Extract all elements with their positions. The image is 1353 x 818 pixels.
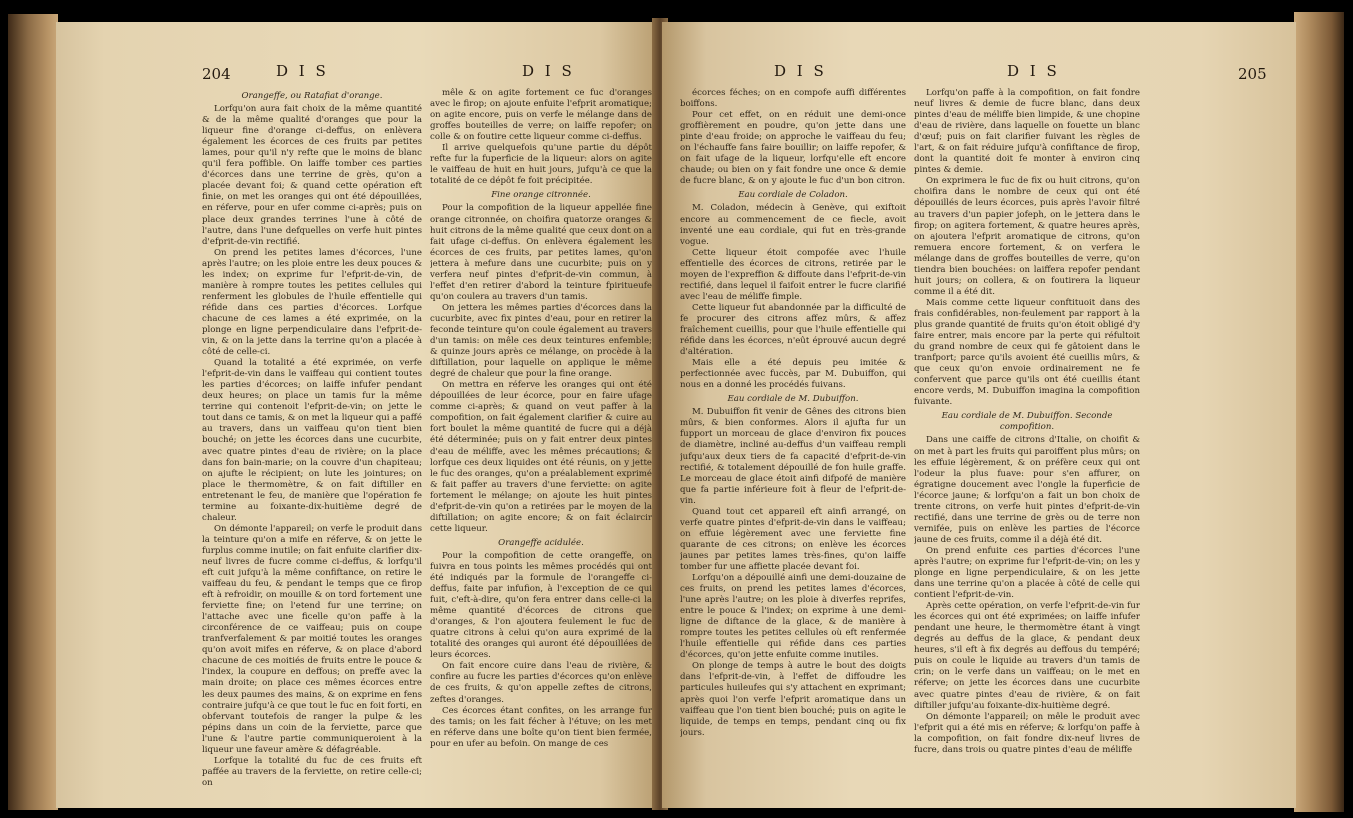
paragraph: On démonte l'appareil; on mêle le produit avec l'efprit qui a été mis en réferve; & lorfqu'on paffe à la compofition, on fait fondre dix-neuf livres de fucre, dans trois ou quatre pintes d'eau de méliffe (914, 711, 1140, 755)
section-heading: Orangeffe acidulée. (498, 537, 584, 548)
paragraph: On prend enfuite ces parties d'écorces l'une après l'autre; on exprime fur l'efprit-de-vin; on les y plonge en ligne perpendiculaire, & on les jette dans une terrine qu'on a placée à côté de celle qui contient l'efprit-de-vin. (914, 545, 1140, 601)
right-page-number: 205 (1238, 65, 1267, 83)
paragraph: On plonge de temps à autre le bout des doigts dans l'efprit-de-vin, à l'effet de diffoudre les particules huileufes qui s'y attachent en exprimant; après quoi l'on verfe l'efprit aromatique dans un vaiffeau que l'on tient bien bouché; puis on agite le liquide, de temps en temps, pendant cinq ou fix jours. (680, 661, 906, 738)
left-running-head-1: D I S (276, 62, 329, 80)
paragraph: Dans une caiffe de citrons d'Italie, on choifit & on met à part les fruits qui paroiffent plus mûrs; on les effuie légèrement, & on préfère ceux qui ont l'odeur la plus fuave: pour s'en affurer, on égratigne doucement avec l'ongle la fuperficie de l'écorce jaune; & lorfqu'on a fait un bon choix de trente citrons, on verfe huit pintes d'efprit-de-vin rectifié, dans une terrine de grès ou de terre non vernifée, puis on enlève les parties de l'écorce jaune de ces fruits, comme il a déjà été dit. (914, 435, 1140, 545)
paragraph: Lorfqu'on a dépouillé ainfi une demi-douzaine de ces fruits, on prend les petites lames d'écorces, l'une après l'autre; on les ploie à diverfes reprifes, entre le pouce & l'index; on exprime à une demi-ligne de diftance de la glace, & de manière à rompre toutes les petites cellules où eft renfermée l'huile effentielle qui réfide dans ces parties d'écorces, qu'on jette enfuite comme inutiles. (680, 573, 906, 661)
left-column-1 (202, 88, 422, 808)
paragraph: Après cette opération, on verfe l'efprit-de-vin fur les écorces qui ont été exprimées; on laiffe infufer pendant une heure, le thermomètre étant à vingt degrés au deffus de la glace, & pendant deux heures, s'il eft à fix degrés au deffous du tempéré; puis on coule le liquide au travers d'un tamis de crin; on le verfe dans un vaiffeau; on le met en réferve; on jette les écorces dans une cucurbite avec quatre pintes d'eau de rivière, & on fait diftiller jufqu'au foixante-dix-huitième degré. (914, 601, 1140, 711)
paragraph: On démonte l'appareil; on verfe le produit dans la teinture qu'on a mife en réferve, & on jette le furplus comme inutile; on fait enfuite clarifier dix-neuf livres de fucre comme ci-deffus, & lorfqu'il eft cuit jufqu'à la même confiftance, on retire le vaiffeau du feu, & pendant le temps que ce firop eft à refroidir, on mouille & on tord fortement une ferviette fine; on l'etend fur une terrine; on l'attache avec une ficelle qu'on paffe à la circonférence de ce vaiffeau; puis on coupe tranfverfalement & par moitié toutes les oranges qu'on avoit mifes en réferve, & on place d'abord chacune de ces moitiés de fruits entre le pouce & l'index, la coupure en deffous; on preffe avec la main droite; on place ces mêmes écorces entre les deux paumes des mains, & on exprime en fens contraire jufqu'à ce que tout le fuc en foit forti, en obfervant toutefois de ranger la pulpe & les pépins dans un coin de la ferviette, parce que l'une & l'autre partie communiqueroient à la liqueur une faveur amère & défagréable. (202, 523, 422, 755)
paragraph: Ces écorces étant confites, on les arrange fur des tamis; on les fait fécher à l'étuve; on les met en réferve dans une boîte qu'on tient bien fermée, pour en ufer au befoin. On mange de ces (430, 705, 652, 749)
paragraph: Lorfque la totalité du fuc de ces fruits eft paffée au travers de la ferviette, on retire celle-ci; on (202, 755, 422, 788)
paragraph: On mettra en réferve les oranges qui ont été dépouillées de leur écorce, pour en faire ufage comme ci-après; & quand on veut paffer à la compofition, on fait également clarifier & cuire au fort boulet la même quantité de fucre qui a déjà été déterminée; puis on y fait entrer deux pintes d'eau de méliffe, avec les mêmes précautions; & lorfque ces deux liquides ont été réunis, on y jette le fuc des oranges, qu'on a préalablement exprimé & fait paffer au travers d'une ferviette: on agite fortement le mélange; on ajoute les huit pintes d'efprit-de-vin qu'on a retirées par le moyen de la diftillation; on agite encore; & on fait éclaircir cette liqueur. (430, 380, 652, 534)
paragraph: mêle & on agite fortement ce fuc d'oranges avec le firop; on ajoute enfuite l'efprit aromatique; on agite encore, puis on verfe le mélange dans de groffes bouteilles de verre; on laiffe repofer; on colle & on foutire cette liqueur comme ci-deffus. (430, 88, 652, 143)
right-column-1 (680, 88, 906, 808)
paragraph: Pour la compofition de la liqueur appellée fine orange citronnée, on choifira quatorze oranges & huit citrons de la même qualité que ceux dont on a fait ufage ci-deffus. On enlèvera également les écorces de ces fruits, par petites lames, qu'on jettera à mefure dans une cucurbite; puis on y verfera neuf pintes d'efprit-de-vin commun, à l'effet d'en retirer d'abord la teinture fpiritueufe qu'on coulera au travers d'un tamis. (430, 203, 652, 302)
paragraph: M. Coladon, médecin à Genève, qui exiftoit encore au commencement de ce fiecle, avoit inventé une eau cordiale, qui fut en très-grande vogue. (680, 203, 906, 247)
left-page-edges (8, 14, 58, 810)
left-page-number: 204 (202, 65, 231, 83)
section-heading: Eau cordiale de M. Dubuiffon. Seconde compofition. (941, 411, 1113, 433)
paragraph: On jettera les mêmes parties d'écorces dans la cucurbite, avec fix pintes d'eau, pour en retirer la feconde teinture qu'on coule également au travers d'un tamis: on mêle ces deux teintures enfemble; & quinze jours après ce mélange, on procède à la diftillation, pour laquelle on applique le même degré de chaleur que pour la fine orange. (430, 302, 652, 380)
left-column-2 (430, 88, 652, 808)
right-running-head-1: D I S (774, 62, 827, 80)
paragraph: Pour la compofition de cette orangeffe, on fuivra en tous points les mêmes procédés qui ont été indiqués par la formule de l'orangeffe ci-deffus, faite par infufion, à l'exception de ce qui fuit, c'eft-à-dire, qu'on fera entrer dans celle-ci la même quantité d'écorces de citrons que d'oranges, & l'on ajoutera feulement le fuc de quatre citrons à celui qu'on aura exprimé de la totalité des oranges qui auront été dépouillées de leurs écorces. (430, 550, 652, 661)
paragraph: Cette liqueur étoit compofée avec l'huile effentielle des écorces de citrons, retirée par le moyen de l'expreffion & diffoute dans l'efprit-de-vin rectifié, dans lequel il faifoit entrer le fucre clarifié avec l'eau de méliffe fimple. (680, 247, 906, 302)
paragraph: Quand la totalité a été exprimée, on verfe l'efprit-de-vin dans le vaiffeau qui contient toutes les parties d'écorces; on laiffe infufer pendant deux heures; on place un tamis fur la même terrine qui contenoit l'efprit-de-vin; on jette le tout dans ce tamis, & on met la liqueur qui a paffé au travers, dans un vaiffeau qu'on tient bien bouché; on jette les écorces dans une cucurbite, avec quatre pintes d'eau de rivière; on la place dans fon bain-marie; on la couvre d'un chapiteau; on ajufte le récipient; on lute les jointures; on place le thermomètre, & on fait diftiller en entretenant le feu, de manière que l'opération fe termine au foixante-dix-huitième degré de chaleur. (202, 358, 422, 523)
right-running-head-2: D I S (1007, 62, 1060, 80)
paragraph: On prend les petites lames d'écorces, l'une après l'autre; on les ploie entre les deux pouces & les index; on exprime fur l'efprit-de-vin, de manière à rompre toutes les petites cellules qui renferment les globules de l'huile effentielle qui réfide dans ces parties d'écorces. Lorfque chacune de ces lames a été exprimée, on la plonge en ligne perpendiculaire dans l'efprit-de-vin, & on la jette dans la terrine qu'on a placée à côté de celle-ci. (202, 247, 422, 358)
paragraph: Mais comme cette liqueur conftituoit dans des frais confidérables, non-feulement par rapport à la plus grande quantité de fruits qu'on étoit obligé d'y faire entrer, mais encore par la perte qui réfultoit du grand nombre de ceux qui fe gâtoient dans le tranfport; parce qu'ils avoient été cueillis mûrs, & que ceux qu'on envoie ordinairement ne fe confervent que parce qu'ils ont été cueillis étant encore verds, M. Dubuiffon imagina la compofition fuivante. (914, 297, 1140, 408)
paragraph: Lorfqu'on aura fait choix de la même quantité & de la même qualité d'oranges que pour la liqueur fine d'orange ci-deffus, on enlèvera également les écorces de ces fruits par petites lames, pour qu'il n'y refte que le moins de blanc qu'il fera poffible. On laiffe tomber ces parties d'écorces dans une terrine de grès, qu'on a placée devant foi; & quand cette opération eft finie, on met les oranges qui ont été dépouillées, en réferve, pour en ufer comme ci-après; puis on place deux grandes terrines l'une à côté de l'autre, dans l'une defquelles on verfe huit pintes d'efprit-de-vin rectifié. (202, 104, 422, 247)
left-page (56, 22, 660, 808)
section-heading: Eau cordiale de Coladon. (738, 190, 848, 201)
paragraph: On exprimera le fuc de fix ou huit citrons, qu'on choifira dans le nombre de ceux qui ont été dépouillés de leurs écorces, puis après l'avoir filtré au travers d'un papier jofeph, on le jettera dans le firop; on agitera fortement, & quatre heures après, on ajoutera l'efprit aromatique de citrons, qu'on remuera encore fortement, & on verfera le mélange dans de groffes bouteilles de verre, qu'on tiendra bien bouchées: on laiffera repofer pendant huit jours; on collera, & on foutirera la liqueur comme il a été dit. (914, 176, 1140, 297)
paragraph: Mais elle a été depuis peu imitée & perfectionnée avec fuccès, par M. Dubuiffon, qui nous en a donné les procédés fuivans. (680, 358, 906, 391)
right-page (662, 22, 1296, 808)
section-heading: Fine orange citronnée. (491, 190, 591, 201)
section-heading: Eau cordiale de M. Dubuiffon. (727, 394, 859, 405)
paragraph: Pour cet effet, on en réduit une demi-once groffièrement en poudre, qu'on jette dans une pinte d'eau froide; on approche le vaiffeau du feu; on l'échauffe fans faire bouillir; on laiffe repofer, & on fait ufage de la liqueur, lorfqu'elle eft encore chaude; ou bien on y fait fondre une once & demie de fucre blanc, & on y ajoute le fuc d'un bon citron. (680, 110, 906, 187)
paragraph: Il arrive quelquefois qu'une partie du dépôt refte fur la fuperficie de la liqueur: alors on agite le vaiffeau de huit en huit jours, jufqu'à ce que la totalité de ce dépôt fe foit précipitée. (430, 143, 652, 187)
right-page-edges (1294, 12, 1344, 812)
paragraph: Quand tout cet appareil eft ainfi arrangé, on verfe quatre pintes d'efprit-de-vin dans le vaiffeau; on effuie légèrement avec une ferviette fine quarante de ces citrons; on enlève les écorces jaunes par petites lames très-fines, qu'on laiffe tomber fur une affiette placée devant foi. (680, 506, 906, 572)
paragraph: On fait encore cuire dans l'eau de rivière, & confire au fucre les parties d'écorces qu'on enlève de ces fruits, & qu'on appelle zeftes de citrons, zeftes d'oranges. (430, 661, 652, 705)
paragraph: Lorfqu'on paffe à la compofition, on fait fondre neuf livres & demie de fucre blanc, dans deux pintes d'eau de méliffe bien limpide, & une chopine d'eau de rivière, dans laquelle on fouette un blanc d'œuf; puis on fait clarifier fuivant les règles de l'art, & on fait réduire jufqu'à confiftance de firop, dont la quantité doit fe monter à environ cinq pintes & demie. (914, 88, 1140, 176)
section-heading: Orangeffe, ou Ratafiat d'orange. (241, 91, 383, 101)
paragraph: M. Dubuiffon fit venir de Gênes des citrons bien mûrs, & bien conformes. Alors il ajufta fur un fupport un morceau de glace d'environ fix pouces de diamètre, incliné au-deffus d'un vaiffeau rempli jufqu'aux deux tiers de fa capacité d'efprit-de-vin rectifié, & totalement dépouillé de fon huile graffe. Le morceau de glace étoit ainfi difpofé de manière que fa partie inférieure foit à fleur de l'efprit-de-vin. (680, 407, 906, 506)
paragraph: Cette liqueur fut abandonnée par la difficulté de fe procurer des citrons affez mûrs, & affez fraîchement cueillis, pour que l'huile effentielle qui réfide dans les écorces, n'eût éprouvé aucun degré d'altération. (680, 302, 906, 358)
paragraph: écorces féches; on en compofe auffi différentes boiffons. (680, 88, 906, 110)
left-running-head-2: D I S (522, 62, 575, 80)
right-column-2 (914, 88, 1140, 808)
